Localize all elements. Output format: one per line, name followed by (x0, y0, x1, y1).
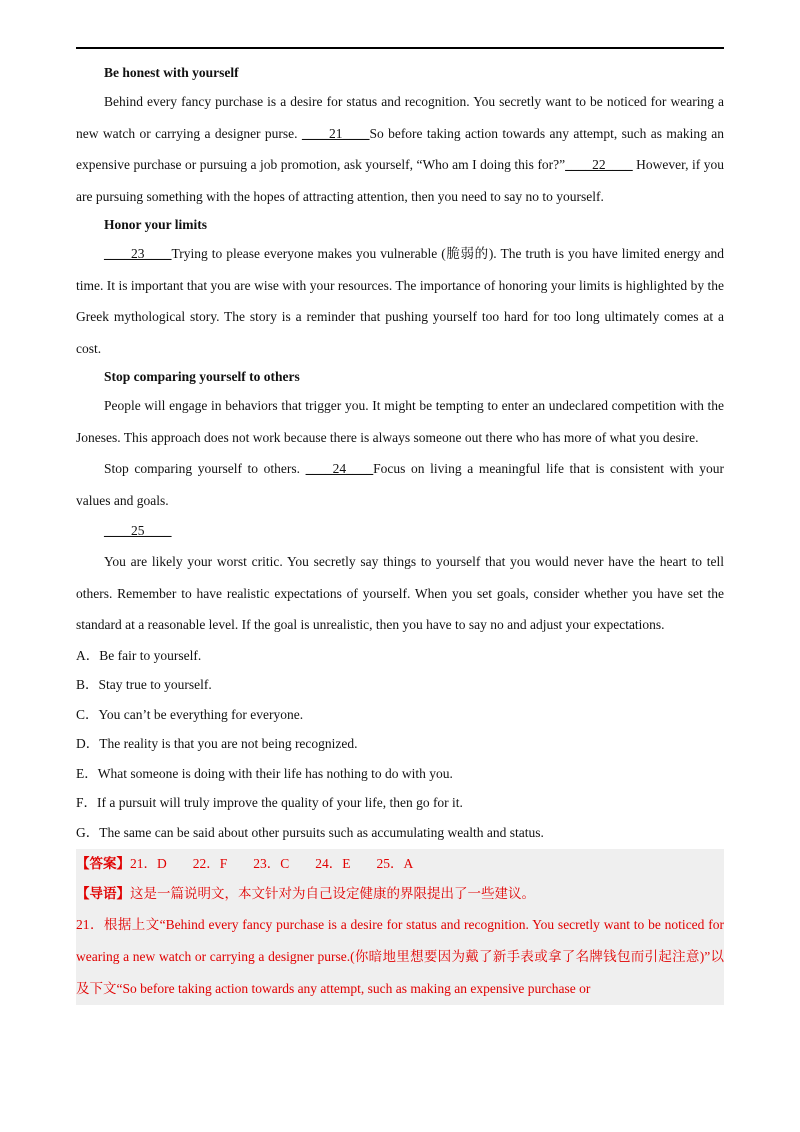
header-rule (76, 47, 724, 49)
guide-text: 这是一篇说明文，本文针对为自己设定健康的界限提出了一些建议。 (130, 886, 535, 901)
document-page (76, 60, 724, 1005)
guide-line (76, 879, 724, 909)
option-e: E．What someone is doing with their life has nothing to do with you. (76, 765, 453, 781)
blank-22[interactable]: ____22____ (565, 157, 633, 172)
options-list (76, 641, 724, 848)
option-f: F．If a pursuit will truly improve the quality of your life, then go for it. (76, 795, 463, 810)
section-heading-honest: Be honest with yourself (104, 65, 239, 80)
option-c: C．You can’t be everything for everyone. (76, 706, 304, 722)
paragraph-honest: Behind every fancy purchase is a desire for status and recognition. You secretly want to be noticed for wearing a new watch or carrying a designer purse. ____21____So before taking action towards any attempt, such as making an expensive purchase or pursuing a job promotion, ask yourself, “Who am I doing this for?”____22____ However, if you are pursuing something with the hopes of attracting attention, then you need to say no to yourself. (76, 94, 724, 204)
option-g: G．The same can be said about other pursuits such as accumulating wealth and status. (76, 824, 544, 840)
option-b: B．Stay true to yourself. (76, 677, 212, 692)
answer-block (76, 849, 724, 1005)
section-heading-comparing: Stop comparing yourself to others (104, 369, 300, 384)
blank-25[interactable]: ____25____ (104, 523, 172, 538)
paragraph-limits: ____23____Trying to please everyone makes you vulnerable (脆弱的). The truth is you have limited energy and time. It is important that you are wise with your resources. The importance of honoring your limits is highlighted by the Greek mythological story. The story is a reminder that pushing yourself too hard for too long ultimately comes at a cost. (76, 246, 724, 356)
answer-item-24: 24．E (315, 856, 351, 871)
answer-item-21: 21．D (130, 856, 167, 871)
paragraph-comparing-2: Stop comparing yourself to others. ____24____Focus on living a meaningful life that is consistent with your values and goals. (76, 461, 724, 508)
answer-line (76, 849, 724, 879)
blank-23[interactable]: ____23____ (104, 246, 172, 261)
section-heading-limits: Honor your limits (104, 217, 208, 232)
blank-21[interactable]: ____21____ (301, 125, 370, 141)
option-a: A．Be fair to yourself. (76, 647, 202, 663)
answer-label: 【答案】 (76, 856, 130, 871)
paragraph-critic: You are likely your worst critic. You secretly say things to yourself that you would never have the heart to tell others. Remember to have realistic expectations of yourself. When you set goals, consider whether you have set the standard at a reasonable level. If the goal is unrealistic, then you have to say no and adjust your expectations. (76, 554, 724, 632)
answer-item-22: 22．F (192, 856, 228, 871)
answer-item-25: 25．A (376, 856, 414, 871)
guide-label: 【导语】 (76, 886, 130, 901)
option-d: D．The reality is that you are not being recognized. (76, 736, 358, 751)
blank-24[interactable]: ____24____ (305, 461, 374, 476)
answer-item-23: 23．C (253, 856, 290, 871)
explanation-21: 21．根据上文“Behind every fancy purchase is a desire for status and recognition. You secretly want to be noticed for wearing a new watch or carrying a designer purse.(你暗地里想要因为戴了新手表或拿了名牌钱包而引起注意)”以及下文“So before taking action towards any attempt, such as making an expensive purchase or (76, 917, 724, 996)
paragraph-comparing-1: People will engage in behaviors that trigger you. It might be tempting to enter an undeclared competition with the Joneses. This approach does not work because there is always someone out there who has more of what you desire. (76, 398, 724, 445)
heading-blank-25 (76, 516, 724, 546)
